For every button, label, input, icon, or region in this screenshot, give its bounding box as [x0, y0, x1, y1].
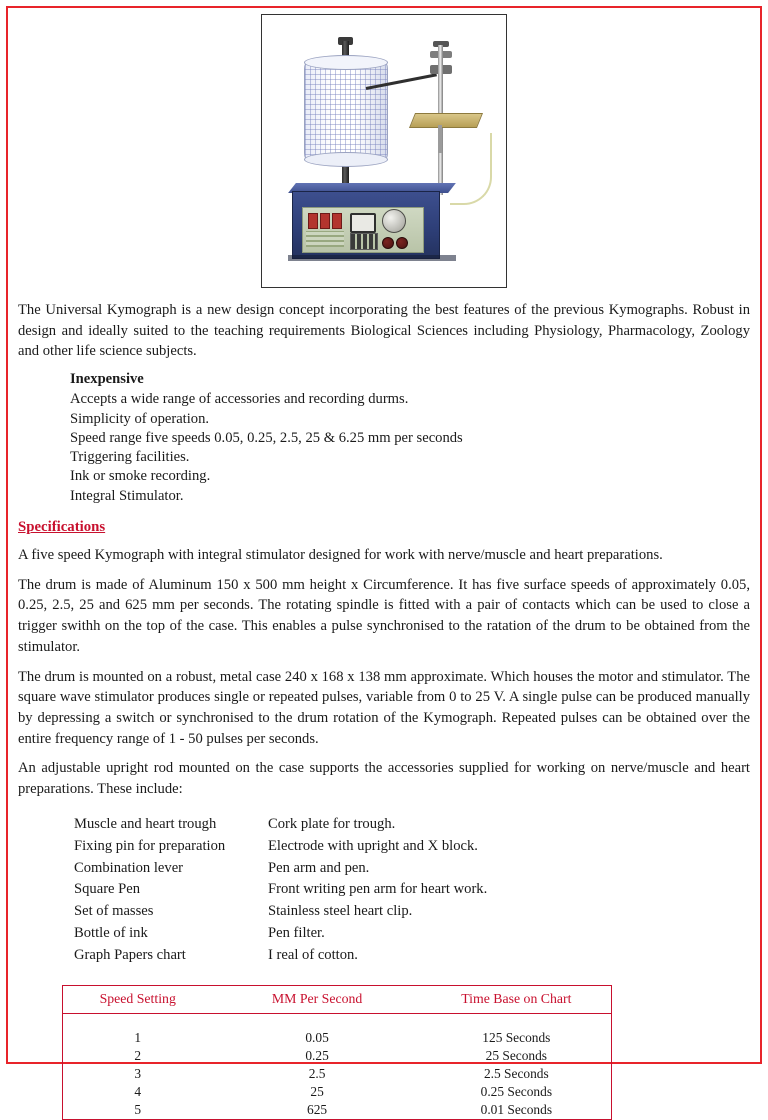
features-list — [70, 370, 750, 506]
meter-display-icon — [350, 213, 376, 233]
column-header-mm-per-second: MM Per Second — [212, 986, 421, 1014]
accessory-shelf-icon — [409, 113, 483, 128]
features-heading: Inexpensive — [70, 371, 144, 388]
list-item: Muscle and heart trough — [74, 815, 217, 832]
feature-item: Speed range five speeds 0.05, 0.25, 2.5, 25 & 6.25 mm per seconds — [70, 429, 463, 446]
feature-item: Simplicity of operation. — [70, 410, 210, 427]
speed-knob-icon — [382, 209, 406, 233]
list-item: Pen filter. — [268, 925, 325, 942]
keypad-icon — [350, 233, 378, 250]
cell-time-base: 2.5 Seconds — [483, 1066, 549, 1082]
list-item: Combination lever — [74, 859, 184, 876]
accessories-list — [74, 814, 750, 967]
list-item: Stainless steel heart clip. — [268, 903, 413, 920]
cable-icon — [450, 133, 492, 205]
small-knob-2-icon — [396, 237, 408, 249]
recording-drum-icon — [304, 61, 388, 161]
accessories-column-right — [268, 814, 568, 967]
cell-mm-per-second: 625 — [307, 1102, 328, 1118]
cell-speed-setting: 3 — [134, 1066, 142, 1082]
column-header-time-base: Time Base on Chart — [422, 986, 612, 1014]
intro-paragraph: The Universal Kymograph is a new design concept incorporating the best features of the previous Kymographs. Robust in design and ideally suited to the teaching requirements Biological Sciences including Physiology, Pharmacology, Zoology and other life science subjects. — [18, 302, 750, 360]
toggle-switch-1-icon — [308, 213, 318, 229]
spec-paragraph-3: The drum is mounted on a robust, metal case 240 x 168 x 138 mm approximate. Which houses the motor and stimulator. The square wave stimulator produces single or repeated pulses, variable from 0 to 25 V. A single pulse can be produced manually by depressing a switch or synchronised to the drum rotation of the Kymograph. Repeated pulses can be obtained over the entire frequency range of 1 - 50 pulses per seconds. — [18, 668, 750, 747]
list-item: Pen arm and pen. — [268, 859, 370, 876]
toggle-switch-3-icon — [332, 213, 342, 229]
case-base-icon — [288, 255, 456, 261]
cell-mm-per-second: 0.05 — [305, 1030, 329, 1046]
column-header-speed-setting: Speed Setting — [63, 986, 213, 1014]
cell-mm-per-second: 2.5 — [308, 1066, 326, 1082]
list-item: Electrode with upright and X block. — [268, 837, 478, 854]
cell-time-base: 25 Seconds — [485, 1048, 548, 1064]
cell-mm-per-second: 0.25 — [305, 1048, 329, 1064]
feature-item: Triggering facilities. — [70, 449, 190, 466]
accessories-column-left — [74, 814, 268, 967]
small-knob-1-icon — [382, 237, 394, 249]
cell-time-base: 0.25 Seconds — [480, 1084, 553, 1100]
table-row — [63, 1014, 612, 1048]
speed-settings-table — [62, 985, 612, 1120]
list-item: Cork plate for trough. — [268, 815, 396, 832]
kymograph-illustration — [262, 15, 506, 287]
cell-speed-setting: 1 — [134, 1030, 142, 1046]
panel-label-icon — [306, 231, 344, 247]
shelf-support-icon — [438, 125, 442, 153]
list-item: Front writing pen arm for heart work. — [268, 881, 488, 898]
spec-paragraph-4: An adjustable upright rod mounted on the case supports the accessories supplied for working on nerve/muscle and heart preparations. These include: — [18, 760, 750, 798]
table-header-row — [63, 986, 612, 1014]
cell-speed-setting: 4 — [134, 1084, 142, 1100]
document-content — [18, 10, 750, 1120]
cell-time-base: 125 Seconds — [482, 1030, 551, 1046]
list-item: Square Pen — [74, 881, 141, 898]
table-row — [63, 1065, 612, 1083]
table-row — [63, 1047, 612, 1065]
product-figure-wrap — [18, 14, 750, 288]
feature-item: Integral Stimulator. — [70, 487, 184, 504]
cell-time-base: 0.01 Seconds — [480, 1102, 553, 1118]
cell-speed-setting: 5 — [134, 1102, 142, 1118]
list-item: Fixing pin for preparation — [74, 837, 226, 854]
list-item: Graph Papers chart — [74, 947, 186, 964]
cell-speed-setting: 2 — [134, 1048, 142, 1064]
feature-item: Ink or smoke recording. — [70, 468, 211, 485]
table-row — [63, 1083, 612, 1101]
cell-mm-per-second: 25 — [310, 1084, 324, 1100]
spec-paragraph-2: The drum is made of Aluminum 150 x 500 mm height x Circumference. It has five surface speeds of approximately 0.05, 0.25, 2.5, 25 and 625 mm per seconds. The rotating spindle is fitted with a pair of contacts which can be used to close a trigger swithh on the top of the case. This enables a pulse synchronised to the ratation of the drum to be obtained from the stimulator. — [18, 576, 750, 655]
spec-paragraph-1: A five speed Kymograph with integral stimulator designed for work with nerve/muscle and heart preparations. — [18, 546, 663, 563]
table-row — [63, 1101, 612, 1120]
toggle-switch-2-icon — [320, 213, 330, 229]
list-item: I real of cotton. — [268, 947, 358, 964]
specifications-heading: Specifications — [18, 518, 106, 535]
list-item: Set of masses — [74, 903, 154, 920]
list-item: Bottle of ink — [74, 925, 148, 942]
feature-item: Accepts a wide range of accessories and recording durms. — [70, 391, 409, 408]
product-image — [261, 14, 507, 288]
